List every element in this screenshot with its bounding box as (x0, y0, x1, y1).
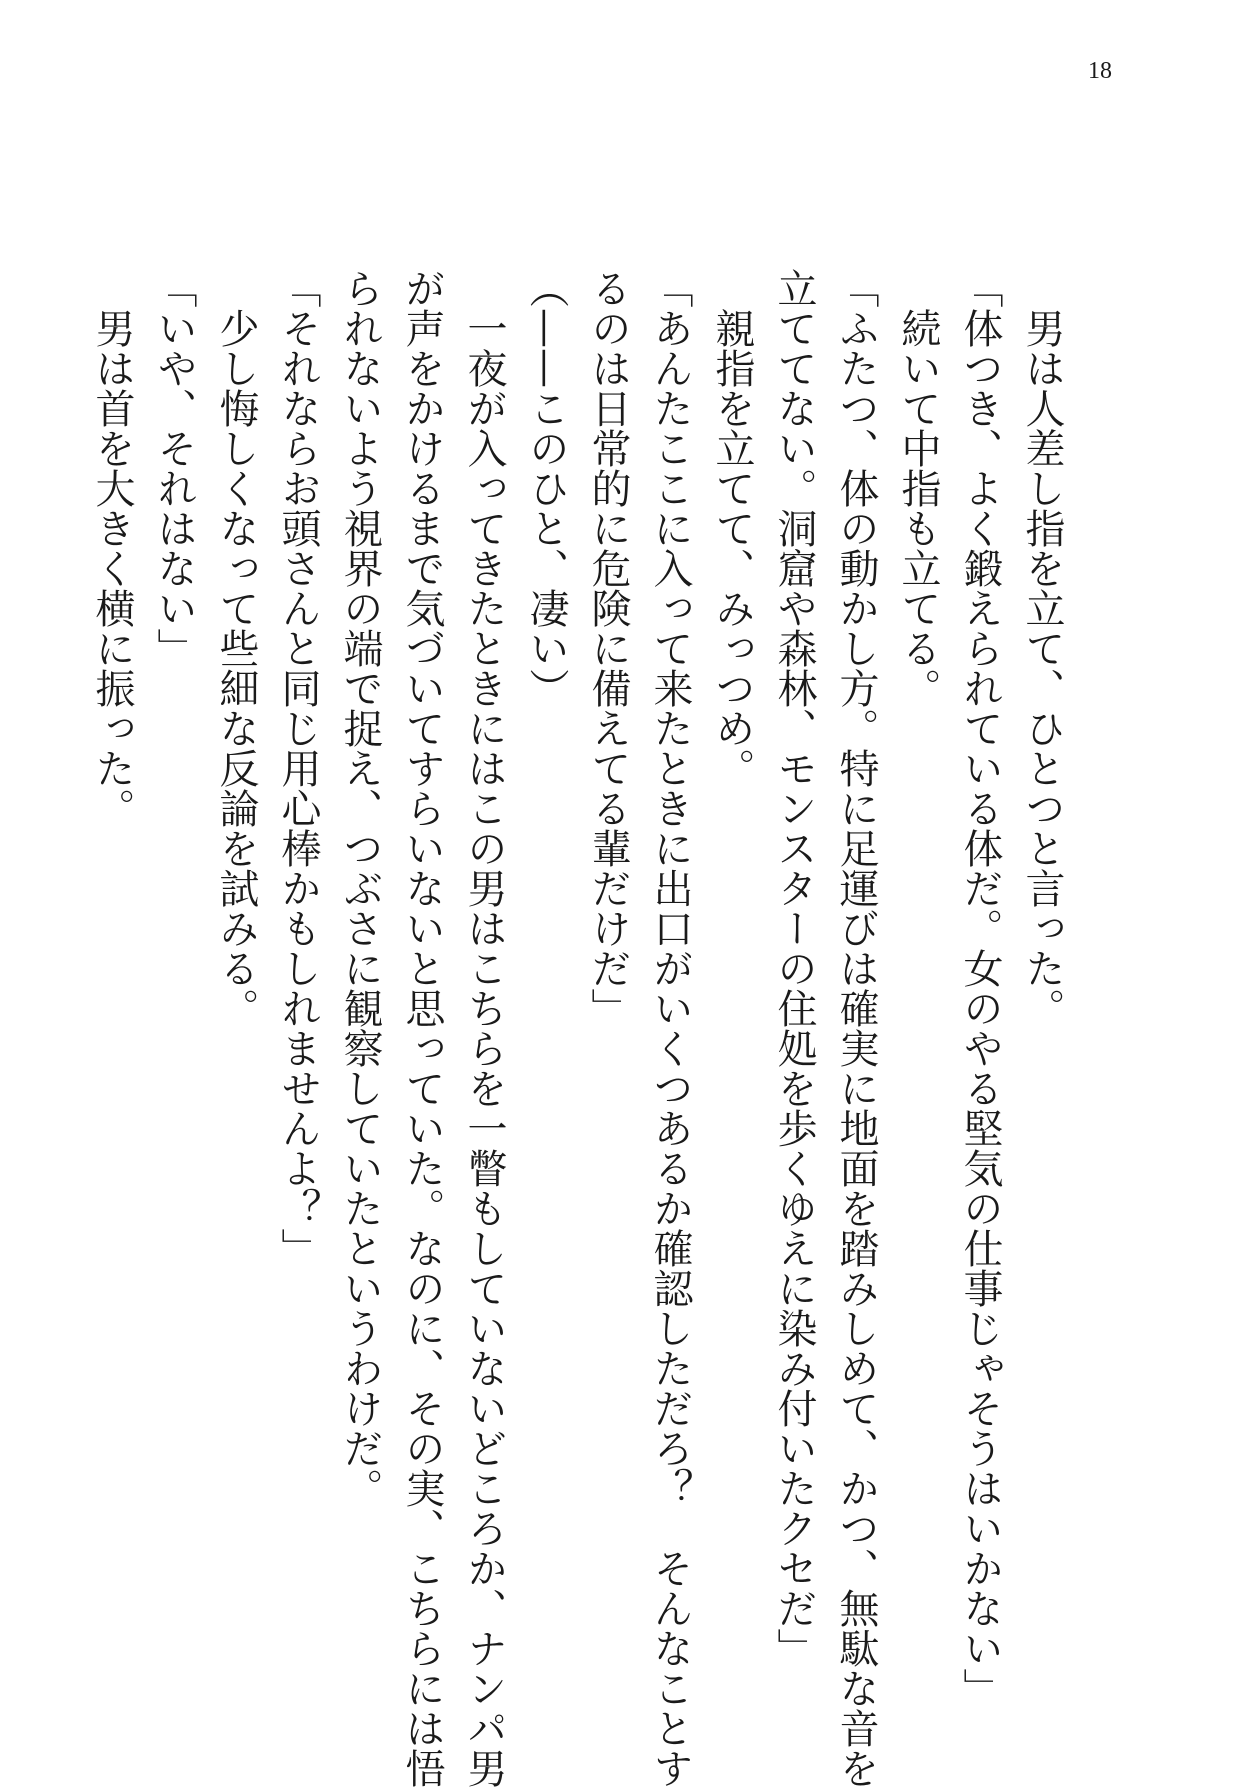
text-line: 続いて中指も立てる。 (895, 268, 941, 708)
text-line: るのは日常的に危険に備えてる輩だけだ」 (585, 268, 631, 1028)
text-line: 男は人差し指を立て、ひとつと言った。 (1019, 268, 1065, 1028)
text-line: 「あんたここに入って来たときに出口がいくつあるか確認しただろ？ そんなことす (647, 268, 693, 1788)
page-number: 18 (1088, 58, 1112, 84)
text-line: 少し悔しくなって些細な反論を試みる。 (213, 268, 259, 1028)
text-line: が声をかけるまで気づいてすらいないと思っていた。なのに、その実、こちらには悟 (399, 268, 445, 1788)
text-line: 「いや、それはない」 (151, 268, 197, 668)
text-line: 「ふたつ、体の動かし方。特に足運びは確実に地面を踏みしめて、かつ、無駄な音を (833, 268, 879, 1788)
vertical-body-text (89, 268, 1073, 1788)
text-line: 男は首を大きく横に振った。 (89, 268, 135, 828)
text-line: （——このひと、凄い） (523, 268, 569, 708)
text-line: 立ててない。洞窟や森林、モンスターの住処を歩くゆえに染み付いたクセだ」 (771, 268, 817, 1668)
text-line: られないよう視界の端で捉え、つぶさに観察していたというわけだ。 (337, 268, 383, 1508)
text-line: 一夜が入ってきたときにはこの男はこちらを一瞥もしていないどころか、ナンパ男 (461, 268, 507, 1788)
text-line: 「それならお頭さんと同じ用心棒かもしれませんよ？」 (275, 268, 321, 1268)
text-line: 親指を立てて、みっつめ。 (709, 268, 755, 788)
text-line: 「体つき、よく鍛えられている体だ。女のやる堅気の仕事じゃそうはいかない」 (957, 268, 1003, 1708)
